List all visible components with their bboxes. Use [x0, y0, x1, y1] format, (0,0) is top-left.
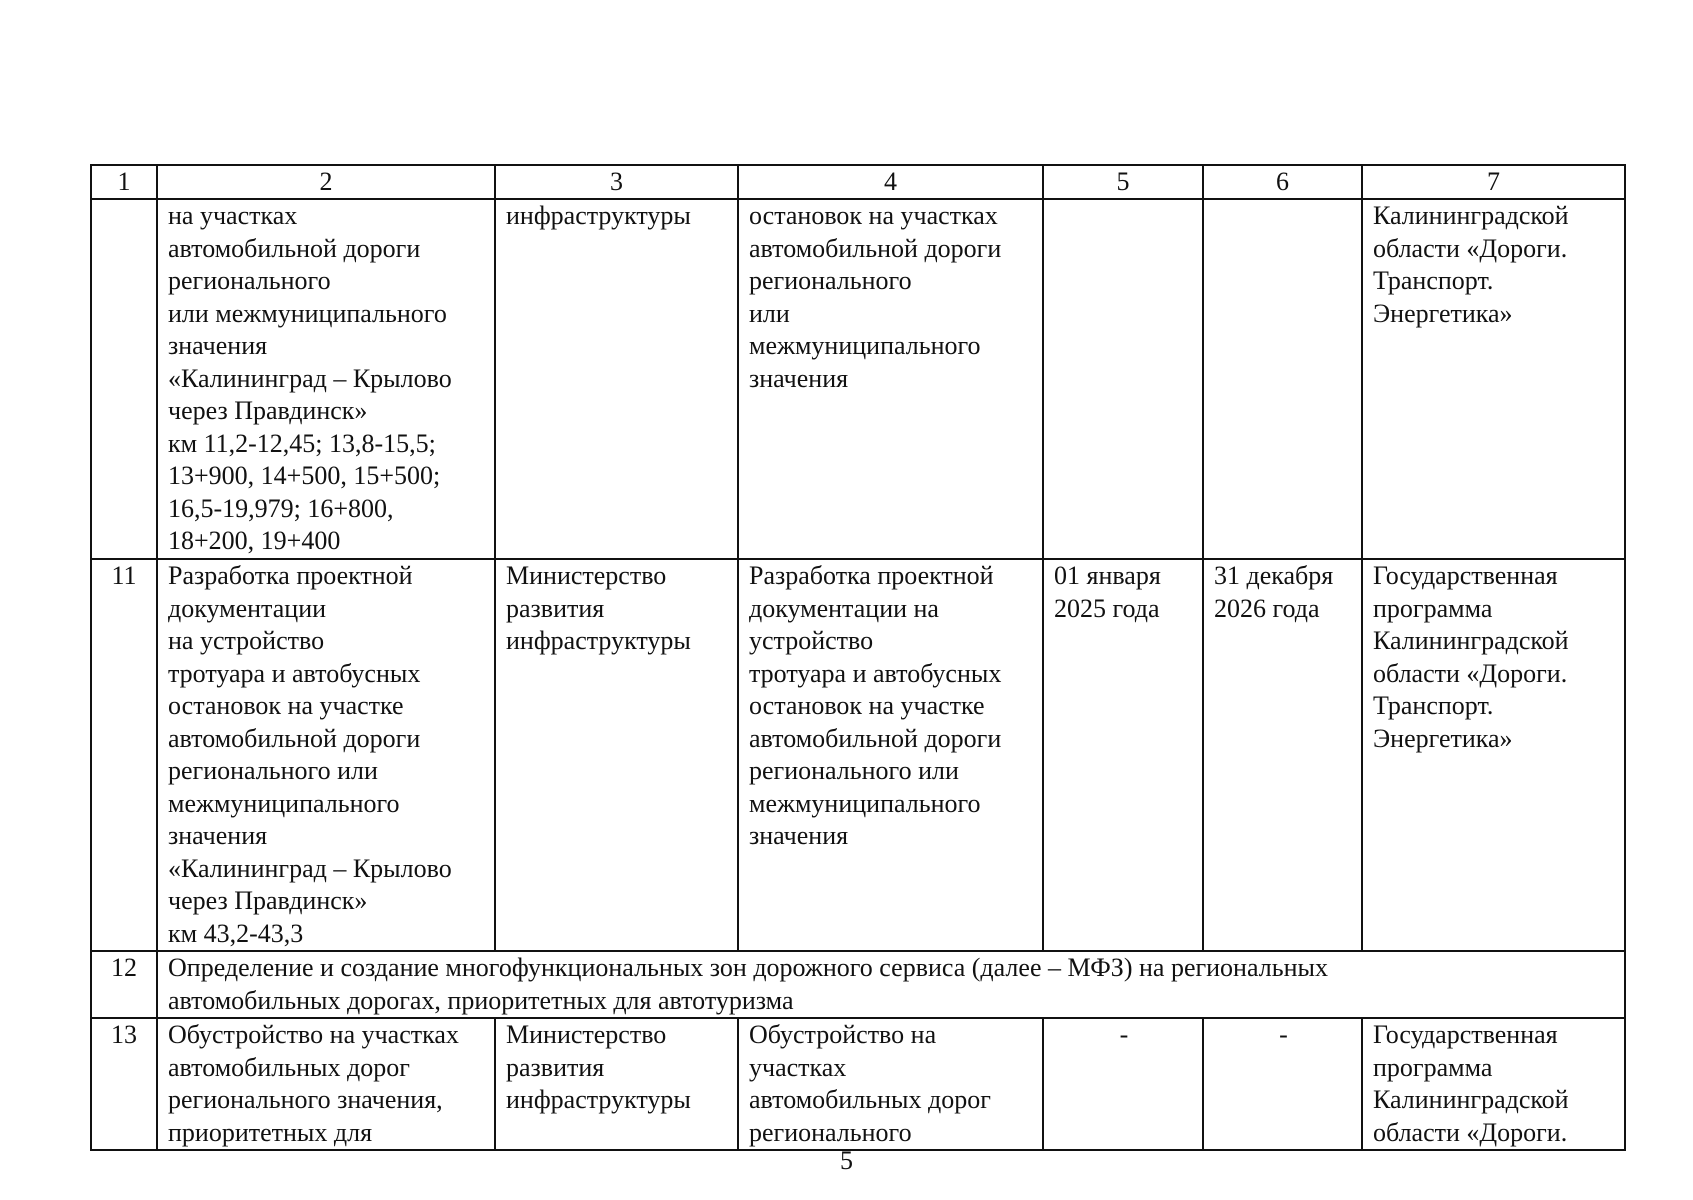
header-cell-4: 4: [738, 165, 1043, 199]
measure-name-cell: на участках автомобильной дороги регионального или межмуниципального значения «Калининград – Крылово через Правдинск» км 11,2-12,45; 13,8-15,5; 13+900, 14+500, 15+500; 16,5-19,979; 16+800, 18+200, 19+400: [157, 199, 495, 559]
table-header-row: [91, 165, 1625, 199]
responsible-cell: Министерство развития инфраструктуры: [495, 559, 738, 951]
page-number: 5: [840, 1146, 853, 1175]
program-cell: Государственная программа Калининградской области «Дороги.: [1362, 1018, 1625, 1150]
measures-table: [90, 164, 1626, 1151]
responsible-cell: инфраструктуры: [495, 199, 738, 559]
result-cell: остановок на участках автомобильной дороги регионального или межмуниципального значения: [738, 199, 1043, 559]
result-cell: Обустройство на участках автомобильных дорог регионального: [738, 1018, 1043, 1150]
responsible-cell: Министерство развития инфраструктуры: [495, 1018, 738, 1150]
end-date-cell: -: [1203, 1018, 1362, 1150]
end-date-cell: 31 декабря 2026 года: [1203, 559, 1362, 951]
program-cell: Государственная программа Калининградской области «Дороги. Транспорт. Энергетика»: [1362, 559, 1625, 951]
table-row-13: [91, 1018, 1625, 1150]
program-cell: Калининградской области «Дороги. Транспорт. Энергетика»: [1362, 199, 1625, 559]
end-date-cell: [1203, 199, 1362, 559]
result-cell: Разработка проектной документации на устройство тротуара и автобусных остановок на участке автомобильной дороги регионального или межмуниципального значения: [738, 559, 1043, 951]
measure-name-cell: Разработка проектной документации на устройство тротуара и автобусных остановок на участке автомобильной дороги регионального или межмуниципального значения «Калининград – Крылово через Правдинск» км 43,2-43,3: [157, 559, 495, 951]
header-cell-7: 7: [1362, 165, 1625, 199]
table-row-12: [91, 951, 1625, 1018]
table-row-continued: [91, 199, 1625, 559]
header-cell-1: 1: [91, 165, 157, 199]
header-cell-3: 3: [495, 165, 738, 199]
section-heading-cell: Определение и создание многофункциональных зон дорожного сервиса (далее – МФЗ) на региональных автомобильных дорогах, приоритетных для автотуризма: [157, 951, 1625, 1018]
row-number-cell: [91, 199, 157, 559]
start-date-cell: -: [1043, 1018, 1203, 1150]
row-number-cell: 12: [91, 951, 157, 1018]
measure-name-cell: Обустройство на участках автомобильных дорог регионального значения, приоритетных для: [157, 1018, 495, 1150]
row-number-cell: 13: [91, 1018, 157, 1150]
table-row-11: [91, 559, 1625, 951]
row-number-cell: 11: [91, 559, 157, 951]
start-date-cell: 01 января 2025 года: [1043, 559, 1203, 951]
start-date-cell: [1043, 199, 1203, 559]
header-cell-5: 5: [1043, 165, 1203, 199]
header-cell-2: 2: [157, 165, 495, 199]
header-cell-6: 6: [1203, 165, 1362, 199]
